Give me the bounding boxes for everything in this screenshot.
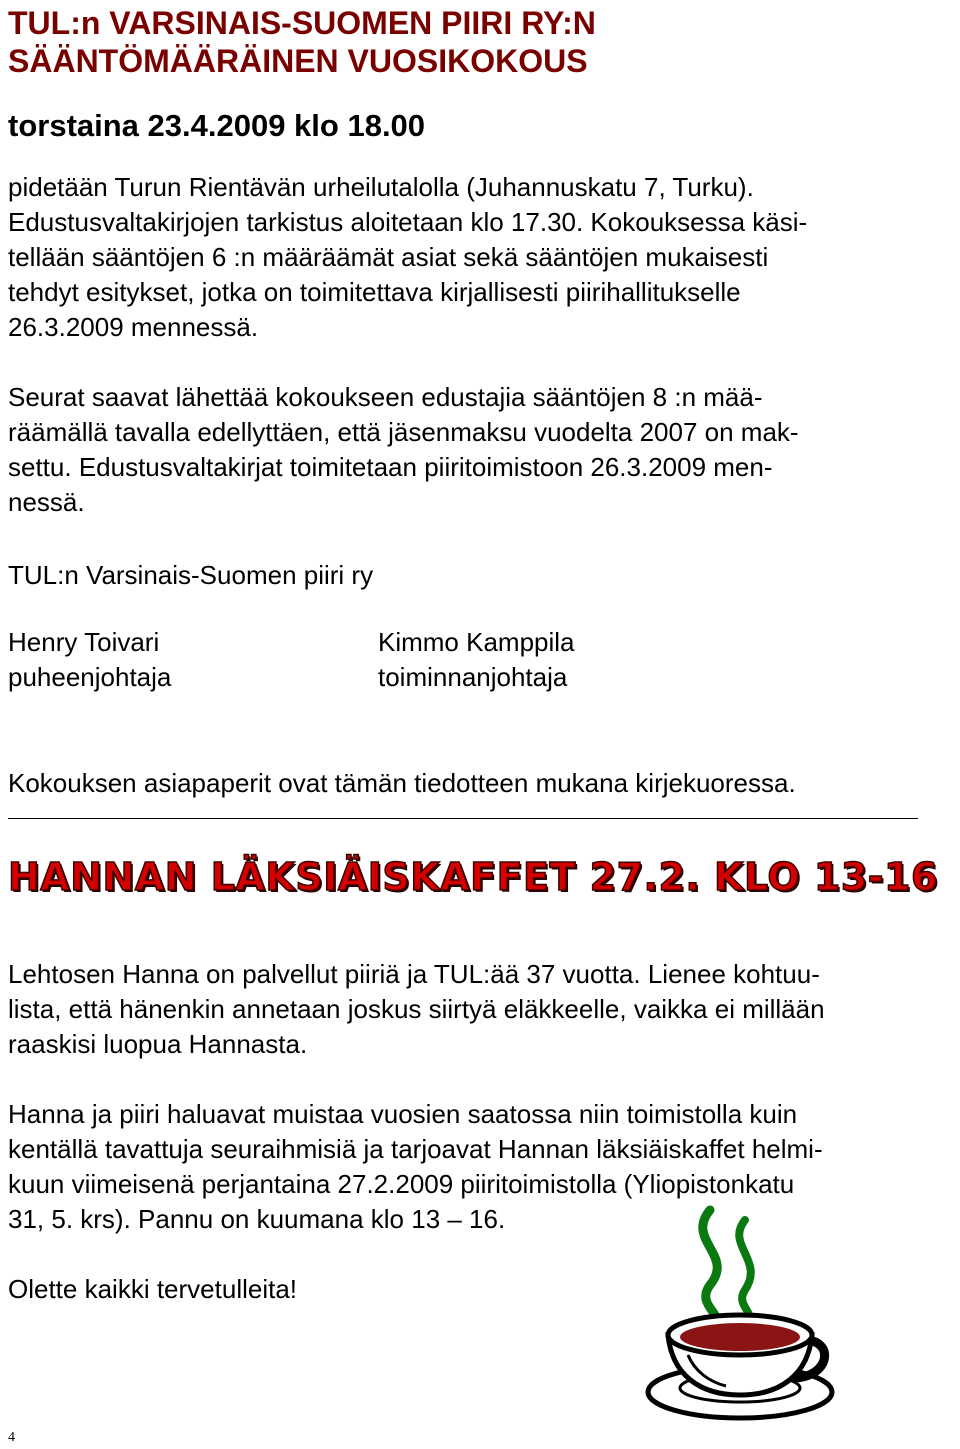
text-line: kentällä tavattuja seuraihmisiä ja tarjoavat Hannan läksiäiskaffet helmi-	[8, 1134, 823, 1164]
signer-role: puheenjohtaja	[8, 662, 172, 692]
text-line: räämällä tavalla edellyttäen, että jäsenmaksu vuodelta 2007 on mak-	[8, 417, 799, 447]
title-line-2: SÄÄNTÖMÄÄRÄINEN VUOSIKOKOUS	[8, 43, 588, 79]
page-number: 4	[8, 1430, 15, 1445]
text-line: 31, 5. krs). Pannu on kuumana klo 13 – 16.	[8, 1204, 506, 1234]
text-line: 26.3.2009 mennessä.	[8, 312, 259, 342]
text-line: kuun viimeisenä perjantaina 27.2.2009 piiritoimistolla (Yliopistonkatu	[8, 1169, 795, 1199]
text-line: Hanna ja piiri haluavat muistaa vuosien saatossa niin toimistolla kuin	[8, 1099, 798, 1129]
text-line: Lehtosen Hanna on palvellut piiriä ja TUL:ää 37 vuotta. Lienee kohtuu-	[8, 959, 820, 989]
title-line-1: TUL:n VARSINAIS-SUOMEN PIIRI RY:N	[8, 5, 596, 41]
coffee-cup-icon	[640, 1200, 840, 1435]
farewell-banner: HANNAN LÄKSIÄISKAFFET 27.2. KLO 13-16	[8, 855, 938, 899]
text-line: pidetään Turun Rientävän urheilutalolla (Juhannuskatu 7, Turku).	[8, 172, 754, 202]
closing-line: Olette kaikki tervetulleita!	[8, 1274, 298, 1304]
text-line: lista, että hänenkin annetaan joskus siirtyä eläkkeelle, vaikka ei millään	[8, 994, 825, 1024]
text-line: Seurat saavat lähettää kokoukseen edustajia sääntöjen 8 :n mää-	[8, 382, 763, 412]
signer-role: toiminnanjohtaja	[378, 662, 568, 692]
envelope-note: Kokouksen asiapaperit ovat tämän tiedotteen mukana kirjekuoressa.	[8, 768, 796, 798]
signer-name: Kimmo Kamppila	[378, 627, 575, 657]
meeting-date: torstaina 23.4.2009 klo 18.00	[8, 108, 426, 143]
divider	[8, 818, 918, 819]
text-line: settu. Edustusvaltakirjat toimitetaan piiritoimistoon 26.3.2009 men-	[8, 452, 773, 482]
organization-name: TUL:n Varsinais-Suomen piiri ry	[8, 560, 374, 590]
signer-name: Henry Toivari	[8, 627, 160, 657]
text-line: raaskisi luopua Hannasta.	[8, 1029, 308, 1059]
text-line: Edustusvaltakirjojen tarkistus aloitetaan klo 17.30. Kokouksessa käsi-	[8, 207, 808, 237]
text-line: tellään sääntöjen 6 :n määräämät asiat sekä sääntöjen mukaisesti	[8, 242, 769, 272]
text-line: tehdyt esitykset, jotka on toimitettava kirjallisesti piirihallitukselle	[8, 277, 741, 307]
text-line: nessä.	[8, 487, 85, 517]
